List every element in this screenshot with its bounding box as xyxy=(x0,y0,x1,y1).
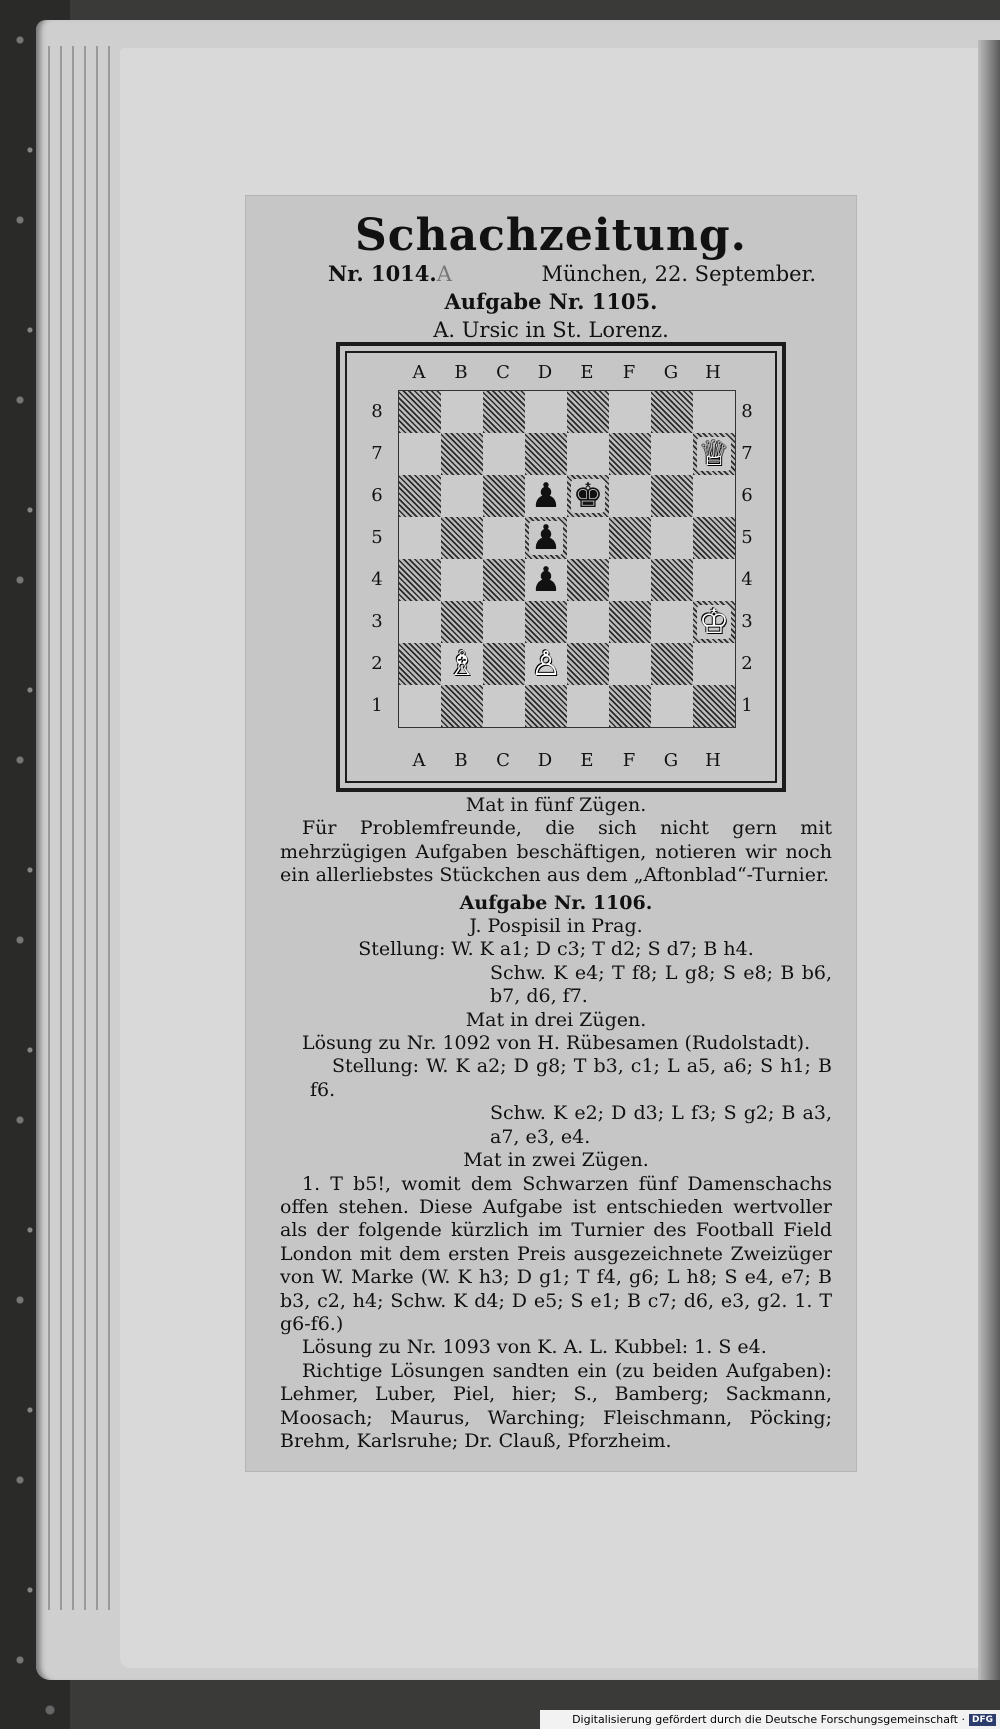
issue-number xyxy=(328,260,452,288)
rank-label: 4 xyxy=(371,568,383,590)
square-g5 xyxy=(651,517,693,559)
square-f8 xyxy=(609,391,651,433)
rank-label: 7 xyxy=(741,442,753,464)
rank-label: 6 xyxy=(741,484,753,506)
file-label: C xyxy=(496,362,510,383)
solution-1093: Lösung zu Nr. 1093 von K. A. L. Kubbel: 1. S e4. xyxy=(302,1336,767,1359)
black-pawn-icon: ♟ xyxy=(530,476,562,516)
square-a6 xyxy=(399,475,441,517)
square-c7 xyxy=(483,433,525,475)
white-bishop-icon: ♗ xyxy=(446,644,478,684)
square-a1 xyxy=(399,685,441,727)
square-h6 xyxy=(693,475,735,517)
square-g6 xyxy=(651,475,693,517)
file-label: A xyxy=(412,362,426,383)
square-b5 xyxy=(441,517,483,559)
problem-1106-title: Aufgabe Nr. 1106. xyxy=(459,891,653,914)
square-a4 xyxy=(399,559,441,601)
square-h2 xyxy=(693,643,735,685)
square-f2 xyxy=(609,643,651,685)
square-h5 xyxy=(693,517,735,559)
problem-1106-author: J. Pospisil in Prag. xyxy=(469,915,643,938)
square-d7 xyxy=(525,433,567,475)
square-e5 xyxy=(567,517,609,559)
square-b3 xyxy=(441,601,483,643)
file-labels-bottom xyxy=(398,750,734,770)
article-text xyxy=(280,794,832,1453)
page-edge xyxy=(96,46,98,1610)
newspaper-clipping xyxy=(246,196,856,1471)
handwritten-mark: A xyxy=(436,262,452,286)
file-label: E xyxy=(580,362,594,383)
file-label: E xyxy=(580,750,594,771)
square-b1 xyxy=(441,685,483,727)
file-label: F xyxy=(622,750,636,771)
square-d4 xyxy=(525,559,567,601)
file-label: F xyxy=(622,362,636,383)
black-pawn-icon: ♟ xyxy=(530,560,562,600)
rank-labels-left xyxy=(362,390,392,726)
square-g1 xyxy=(651,685,693,727)
square-d5 xyxy=(525,517,567,559)
rank-label: 8 xyxy=(371,400,383,422)
rank-label: 4 xyxy=(741,568,753,590)
problem-1105-title: Aufgabe Nr. 1105. xyxy=(444,289,658,314)
square-h8 xyxy=(693,391,735,433)
square-h4 xyxy=(693,559,735,601)
chess-board xyxy=(398,390,736,728)
footer-text: Digitalisierung gefördert durch die Deutsche Forschungsgemeinschaft · xyxy=(572,1713,965,1726)
file-label: G xyxy=(663,750,679,771)
problem-1105-author: A. Ursic in St. Lorenz. xyxy=(433,318,669,342)
issue-line xyxy=(246,260,856,288)
chess-diagram xyxy=(336,342,786,792)
square-f6 xyxy=(609,475,651,517)
rank-labels-right xyxy=(732,390,762,726)
square-c3 xyxy=(483,601,525,643)
file-label: B xyxy=(454,750,468,771)
square-a7 xyxy=(399,433,441,475)
white-king-icon: ♔ xyxy=(698,602,730,642)
solution-1092-text: 1. T b5!, womit dem Schwarzen fünf Damenschachs offen stehen. Diese Aufgabe ist entschieden wertvoller als der folgende kürzlich im Turnier des Football Field London mit dem ersten Preis ausgezeichnete Zweizüger von W. Marke (W. K h3; D g1; T f4, g6; L h8; S e4, e7; B b3, c2, h4; Schw. K d4; D e5; S e1; B c7; d6, e3, g2. 1. T g6-f6.) xyxy=(280,1172,832,1335)
square-b6 xyxy=(441,475,483,517)
page-edge xyxy=(84,46,86,1610)
rank-label: 6 xyxy=(371,484,383,506)
intro-paragraph: Für Problemfreunde, die sich nicht gern mit mehrzügigen Aufgaben beschäftigen, notieren wir noch ein allerliebstes Stückchen aus dem „Aftonblad“-Turnier. xyxy=(280,817,832,887)
square-e8 xyxy=(567,391,609,433)
square-e4 xyxy=(567,559,609,601)
square-b7 xyxy=(441,433,483,475)
solution-1092-caption: Mat in zwei Zügen. xyxy=(463,1149,649,1172)
square-d8 xyxy=(525,391,567,433)
square-e2 xyxy=(567,643,609,685)
rank-label: 5 xyxy=(741,526,753,548)
square-f7 xyxy=(609,433,651,475)
square-e1 xyxy=(567,685,609,727)
problem-1106-white: Stellung: W. K a1; D c3; T d2; S d7; B h4. xyxy=(358,938,754,961)
square-e6 xyxy=(567,475,609,517)
square-d1 xyxy=(525,685,567,727)
page-edge xyxy=(108,46,110,1610)
rank-label: 3 xyxy=(371,610,383,632)
solution-1092-white: Stellung: W. K a2; D g8; T b3, c1; L a5, a6; S h1; B f6. xyxy=(310,1055,832,1101)
issue-place-date: München, 22. September. xyxy=(541,262,816,286)
rank-label: 2 xyxy=(741,652,753,674)
page-edge xyxy=(48,46,50,1610)
square-e3 xyxy=(567,601,609,643)
black-pawn-icon: ♟ xyxy=(530,518,562,558)
page-edge xyxy=(60,46,62,1610)
square-a8 xyxy=(399,391,441,433)
square-d6 xyxy=(525,475,567,517)
square-d2 xyxy=(525,643,567,685)
file-labels-top xyxy=(398,362,734,382)
square-c1 xyxy=(483,685,525,727)
solution-1092-title: Lösung zu Nr. 1092 von H. Rübesamen (Rudolstadt). xyxy=(302,1032,811,1055)
file-label: A xyxy=(412,750,426,771)
file-label: C xyxy=(496,750,510,771)
rank-label: 1 xyxy=(371,694,383,716)
issue-number-text: Nr. 1014. xyxy=(328,261,437,286)
file-label: B xyxy=(454,362,468,383)
white-queen-icon: ♕ xyxy=(698,434,730,474)
file-label: H xyxy=(705,362,721,383)
file-label: D xyxy=(537,362,553,383)
rank-label: 3 xyxy=(741,610,753,632)
square-c4 xyxy=(483,559,525,601)
digitization-footer xyxy=(540,1710,1000,1729)
square-h3 xyxy=(693,601,735,643)
file-label: G xyxy=(663,362,679,383)
square-d3 xyxy=(525,601,567,643)
rank-label: 7 xyxy=(371,442,383,464)
square-b2 xyxy=(441,643,483,685)
file-label: D xyxy=(537,750,553,771)
square-b4 xyxy=(441,559,483,601)
square-a5 xyxy=(399,517,441,559)
white-pawn-icon: ♙ xyxy=(530,644,562,684)
square-g4 xyxy=(651,559,693,601)
problem-1106-caption: Mat in drei Zügen. xyxy=(465,1008,647,1031)
square-a2 xyxy=(399,643,441,685)
square-f3 xyxy=(609,601,651,643)
solution-1092-black: Schw. K e2; D d3; L f3; S g2; B a3, a7, e3, e4. xyxy=(490,1102,832,1148)
square-e7 xyxy=(567,433,609,475)
square-h1 xyxy=(693,685,735,727)
square-f1 xyxy=(609,685,651,727)
square-g7 xyxy=(651,433,693,475)
square-g8 xyxy=(651,391,693,433)
rank-label: 2 xyxy=(371,652,383,674)
problem-1105-caption: Mat in fünf Zügen. xyxy=(465,794,647,816)
square-c6 xyxy=(483,475,525,517)
square-b8 xyxy=(441,391,483,433)
square-h7 xyxy=(693,433,735,475)
square-g2 xyxy=(651,643,693,685)
square-g3 xyxy=(651,601,693,643)
page-edge xyxy=(72,46,74,1610)
file-label: H xyxy=(705,750,721,771)
square-a3 xyxy=(399,601,441,643)
rank-label: 1 xyxy=(741,694,753,716)
dfg-logo: DFG xyxy=(969,1714,996,1726)
black-king-icon: ♚ xyxy=(572,476,604,516)
solvers-list: Richtige Lösungen sandten ein (zu beiden Aufgaben): Lehmer, Luber, Piel, hier; S., Bamberg; Sackmann, Moosach; Maurus, Warching; Fleischmann, Pöcking; Brehm, Karlsruhe; Dr. Clauß, Pforzheim. xyxy=(280,1359,832,1452)
square-c8 xyxy=(483,391,525,433)
rank-label: 5 xyxy=(371,526,383,548)
masthead: Schachzeitung. xyxy=(355,210,747,261)
square-c5 xyxy=(483,517,525,559)
square-f5 xyxy=(609,517,651,559)
book-gutter xyxy=(978,40,1000,1680)
square-f4 xyxy=(609,559,651,601)
square-c2 xyxy=(483,643,525,685)
rank-label: 8 xyxy=(741,400,753,422)
problem-1106-black: Schw. K e4; T f8; L g8; S e8; B b6, b7, d6, f7. xyxy=(490,961,832,1008)
